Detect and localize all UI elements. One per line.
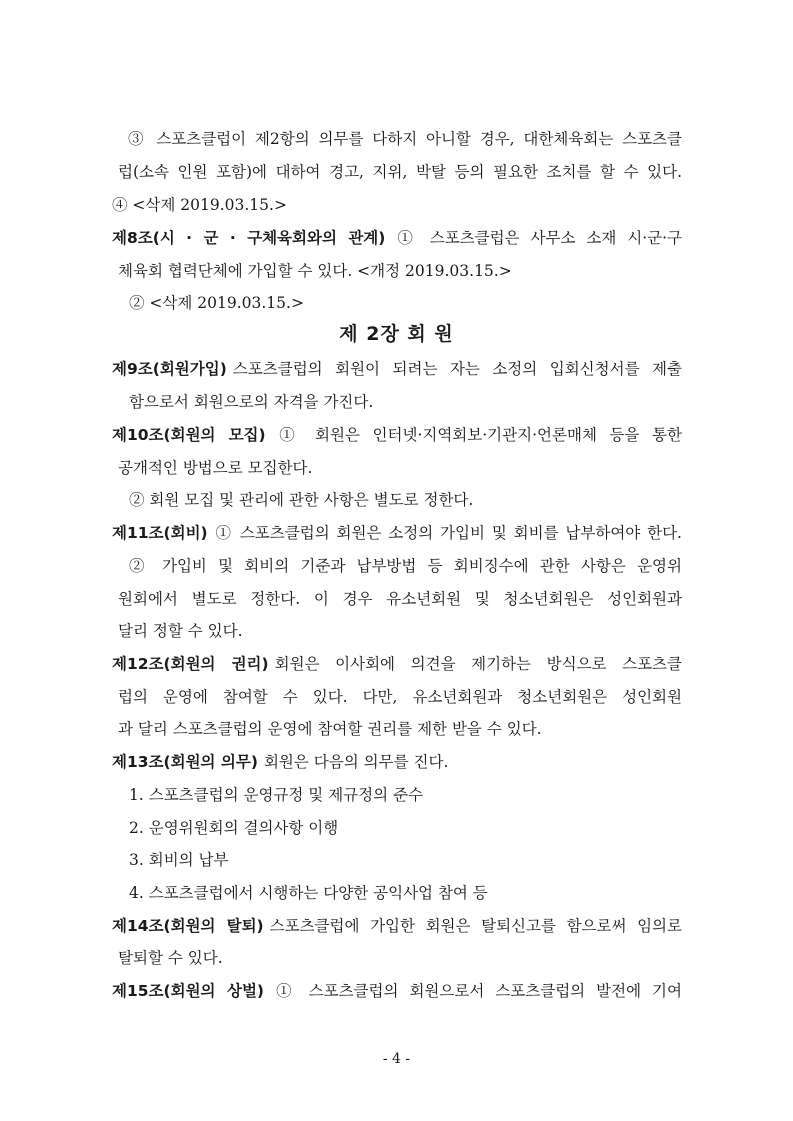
article-heading: 제11조(회비) [112,524,208,542]
article-11-line [112,522,682,544]
paragraph-line: 과 달리 스포츠클럽의 운영에 참여할 권리를 제한 받을 수 있다. [118,720,542,738]
article-heading: 제15조(회원의 상벌) [112,982,265,1000]
article-heading: 제10조(회원의 모집) [112,426,266,444]
article-15-line [112,980,682,1002]
paragraph-line: 체육회 협력단체에 가입할 수 있다. <개정 2019.03.15.> [118,262,512,280]
article-8-line [112,227,682,249]
article-text: ① 스포츠클럽의 회원으로서 스포츠클럽의 발전에 기여 [270,982,682,1000]
paragraph-line: ② <삭제 2019.03.15.> [129,294,304,312]
page-number: - 4 - [382,1051,411,1067]
list-item: 3. 회비의 납부 [129,851,229,869]
paragraph-line: 함으로서 회원으로의 자격을 가진다. [129,393,374,411]
article-heading: 제13조(회원의 의무) [112,753,258,771]
article-text: ① 회원은 인터넷·지역회보·기관지·언론매체 등을 통한 [271,426,682,444]
article-heading: 제12조(회원의 권리) [112,655,269,673]
article-heading: 제14조(회원의 탈퇴) [112,917,264,935]
article-text: 회원은 이사회에 의견을 제기하는 방식으로 스포츠클 [274,655,683,673]
paragraph-line: 탈퇴할 수 있다. [118,949,223,967]
paragraph-line: ③ 스포츠클럽이 제2항의 의무를 다하지 아니할 경우, 대한체육회는 스포츠클 [128,130,682,148]
paragraph-line: 럽(소속 인원 포함)에 대하여 경고, 지위, 박탈 등의 필요한 조치를 할 수 있다. [118,163,682,181]
paragraph-line: 공개적인 방법으로 모집한다. [118,459,313,477]
paragraph-line: 원회에서 별도로 정한다. 이 경우 유소년회원 및 청소년회원은 성인회원과 [118,590,682,608]
article-14-line [112,915,682,937]
list-item: 1. 스포츠클럽의 운영규정 및 제규정의 준수 [129,786,423,804]
article-heading: 제8조(시 · 군 · 구체육회와의 관계) [112,229,386,247]
chapter-title: 제 2장 회 원 [339,323,454,345]
article-heading: 제9조(회원가입) [112,360,227,378]
article-13-line [112,751,793,773]
paragraph-line: ② 가입비 및 회비의 기준과 납부방법 등 회비징수에 관한 사항은 운영위 [129,557,682,575]
list-item: 2. 운영위원회의 결의사항 이행 [129,819,339,837]
article-text: 회원은 다음의 의무를 진다. [263,753,449,771]
article-text: ① 스포츠클럽의 회원은 소정의 가입비 및 회비를 납부하여야 한다. [213,524,682,542]
article-text: 스포츠클럽에 가입한 회원은 탈퇴신고를 함으로써 임의로 [269,917,682,935]
article-12-line [112,653,682,675]
list-item: 4. 스포츠클럽에서 시행하는 다양한 공익사업 참여 등 [129,884,488,902]
article-text: ① 스포츠클럽은 사무소 소재 시·군·구 [391,229,683,247]
paragraph-line: ④ <삭제 2019.03.15.> [112,196,287,214]
article-10-line [112,424,682,446]
paragraph-line: 럽의 운영에 참여할 수 있다. 다만, 유소년회원과 청소년회원은 성인회원 [118,688,682,706]
paragraph-line: 달리 정할 수 있다. [118,622,243,640]
article-text: 스포츠클럽의 회원이 되려는 자는 소정의 입회신청서를 제출 [232,360,682,378]
paragraph-line: ② 회원 모집 및 관리에 관한 사항은 별도로 정한다. [129,491,474,509]
article-9-line [112,358,682,380]
